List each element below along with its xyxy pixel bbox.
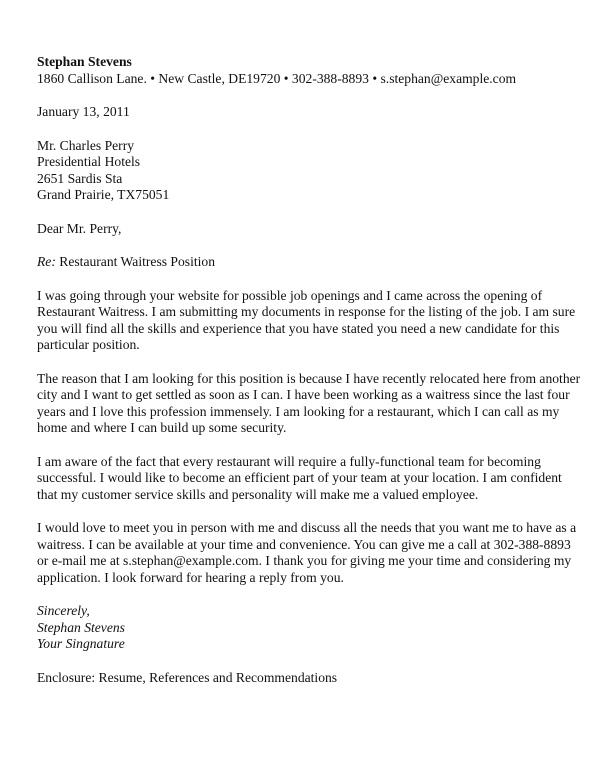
paragraph-line: I would love to meet you in person with me and discuss all the needs that you want me to have as a: [37, 520, 577, 535]
letter-date: [37, 104, 573, 121]
paragraph-line: waitress. I can be available at your time and convenience. You can give me a call at 302-388-8893: [37, 536, 571, 552]
body-paragraph-2: [37, 370, 581, 437]
subject-text: Restaurant Waitress Position: [55, 254, 215, 269]
body-paragraph-1: [37, 287, 576, 354]
recipient-name: Mr. Charles Perry: [37, 137, 135, 153]
valediction: Sincerely,: [37, 603, 90, 618]
paragraph-line: that my customer service skills and personality will make me a valued employee.: [37, 486, 479, 502]
subject-line: [37, 254, 573, 271]
paragraph-line: you will find all the skills and experience that you have stated you need a new candidate for this: [37, 320, 560, 336]
closing-name: Stephan Stevens: [37, 619, 125, 635]
sender-name: Stephan Stevens: [37, 54, 132, 69]
paragraph-line: home and where I can build up some security.: [37, 420, 287, 435]
subject-block: [37, 254, 573, 271]
paragraph-line: successful. I would like to become an efficient part of your team at your location. I am confident: [37, 470, 562, 485]
sender-contact-line: 1860 Callison Lane. • New Castle, DE19720 • 302-388-8893 • s.stephan@example.com: [37, 70, 517, 86]
sender-block: [37, 54, 573, 87]
paragraph-line: city and I want to get settled as soon as I can. I have been working as a waitress since the last four: [37, 387, 570, 402]
paragraph-line: years and I love this profession immensely. I am looking for a restaurant, which I can call as my: [37, 403, 560, 419]
recipient-block: [37, 138, 573, 204]
recipient-street: 2651 Sardis Sta: [37, 170, 123, 186]
paragraph-line: Restaurant Waitress. I am submitting my documents in response for the listing of the job. I am sure: [37, 304, 576, 319]
paragraph-line: I am aware of the fact that every restaurant will require a fully-functional team for becoming: [37, 453, 541, 469]
body-paragraph-3: [37, 454, 573, 504]
salutation: Dear Mr. Perry,: [37, 220, 122, 236]
salutation-block: [37, 221, 573, 238]
date-text: January 13, 2011: [37, 104, 130, 119]
paragraph-line: I was going through your website for possible job openings and I came across the opening of: [37, 287, 543, 303]
enclosure-line: Enclosure: Resume, References and Recommendations: [37, 669, 338, 685]
enclosure-block: [37, 670, 573, 687]
paragraph-line: The reason that I am looking for this position is because I have recently relocated here from another: [37, 370, 581, 386]
signature-placeholder: Your Singnature: [37, 636, 125, 651]
cover-letter: [37, 54, 581, 703]
body-paragraph-4: [37, 520, 577, 586]
closing-block: [37, 603, 573, 653]
subject-prefix: Re:: [37, 254, 56, 269]
paragraph-line: particular position.: [37, 337, 140, 352]
recipient-company: Presidential Hotels: [37, 154, 141, 169]
recipient-city: Grand Prairie, TX75051: [37, 187, 170, 202]
paragraph-line: or e-mail me at s.stephan@example.com. I thank you for giving me your time and considering my: [37, 553, 572, 568]
paragraph-line: application. I look forward for hearing a reply from you.: [37, 569, 344, 585]
